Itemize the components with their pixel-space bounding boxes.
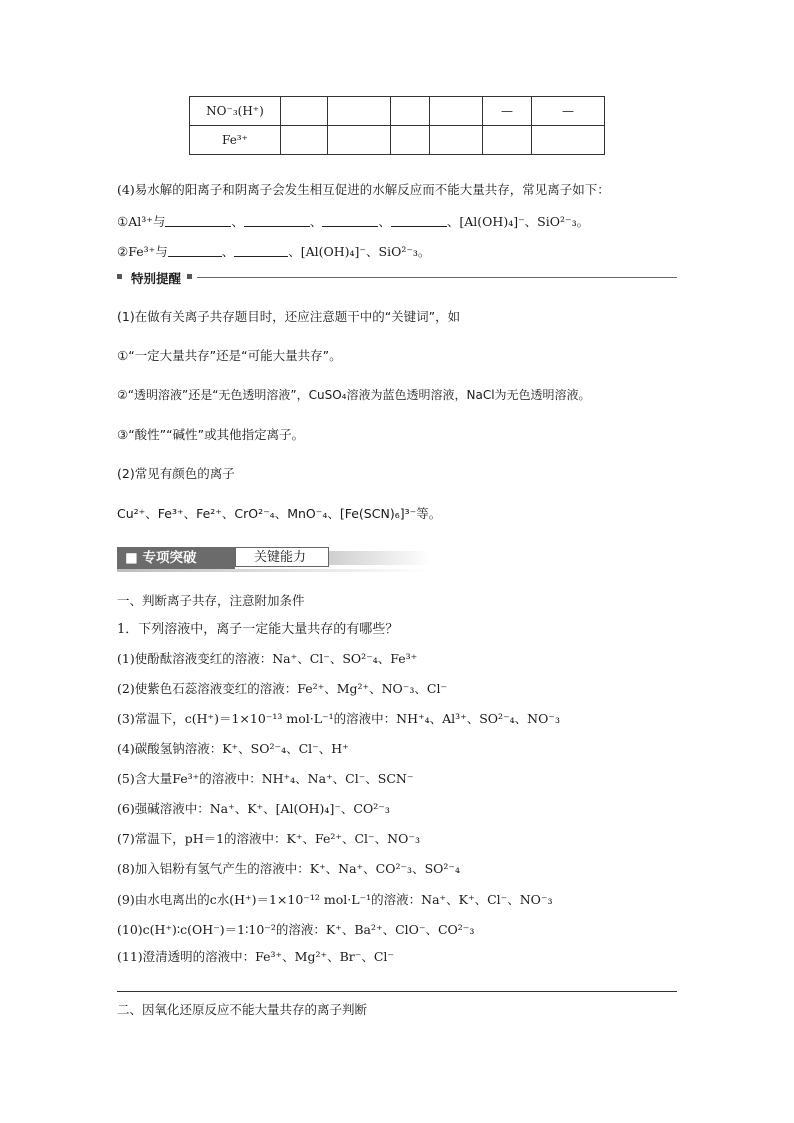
answer-blank xyxy=(234,244,288,257)
answer-blank xyxy=(168,244,222,257)
list-item: (4)碳酸氢钠溶液：K⁺、SO²⁻₄、Cl⁻、H⁺ xyxy=(117,741,349,756)
table-cell: — xyxy=(483,97,532,126)
table-row xyxy=(190,126,605,155)
question: 1．下列溶液中，离子一定能大量共存的有哪些？ xyxy=(117,622,399,637)
row-label: Fe³⁺ xyxy=(190,126,281,155)
tip-paragraph: (1)在做有关离子共存题目时，还应注意题干中的“关键词”，如 xyxy=(117,309,461,324)
square-icon xyxy=(187,274,192,279)
line1-prefix: ①Al³⁺与 xyxy=(117,214,166,229)
list-item: (3)常温下，c(H⁺)＝1×10⁻¹³ mol·L⁻¹的溶液中：NH⁺₄、Al³⁺、SO²⁻₄、NO⁻₃ xyxy=(117,711,560,726)
line1-suffix: 、[Al(OH)₄]⁻、SiO²⁻₃。 xyxy=(446,214,590,229)
banner-shadow xyxy=(117,569,431,572)
table-cell xyxy=(328,97,391,126)
part2-heading: 二、因氧化还原反应不能大量共存的离子判断 xyxy=(117,1002,368,1017)
section-title: ■ 专项突破 xyxy=(117,547,235,569)
section-banner xyxy=(117,547,431,571)
answer-blank xyxy=(322,214,378,227)
list-item: (6)强碱溶液中：Na⁺、K⁺、[Al(OH)₄]⁻、CO²⁻₃ xyxy=(117,801,390,816)
section-subtitle: 关键能力 xyxy=(235,547,329,567)
line2-suffix: 、[Al(OH)₄]⁻、SiO²⁻₃。 xyxy=(288,244,431,259)
tip-header xyxy=(117,271,677,285)
table-cell xyxy=(328,126,391,155)
tip-paragraph: Cu²⁺、Fe³⁺、Fe²⁺、CrO²⁻₄、MnO⁻₄、[Fe(SCN)₆]³⁻等。 xyxy=(117,506,442,521)
list-item: (7)常温下，pH＝1的溶液中：K⁺、Fe²⁺、Cl⁻、NO⁻₃ xyxy=(117,831,420,846)
line2-prefix: ②Fe³⁺与 xyxy=(117,244,168,259)
banner-fade xyxy=(329,551,431,565)
table-row xyxy=(190,97,605,126)
table-cell: — xyxy=(532,97,605,126)
item4-line2: ②Fe³⁺与 、 、[Al(OH)₄]⁻、SiO²⁻₃。 xyxy=(117,244,431,259)
tip-title: 特别提醒 xyxy=(131,271,182,286)
table-cell xyxy=(391,97,430,126)
tip-paragraph: ①“一定大量共存”还是“可能大量共存”。 xyxy=(117,348,342,363)
item4-line1: ①Al³⁺与 、 、 、 、[Al(OH)₄]⁻、SiO²⁻₃。 xyxy=(117,214,590,229)
square-icon xyxy=(117,274,122,279)
tip-paragraph: (2)常见有颜色的离子 xyxy=(117,466,235,481)
list-item: (2)使紫色石蕊溶液变红的溶液：Fe²⁺、Mg²⁺、NO⁻₃、Cl⁻ xyxy=(117,681,448,696)
answer-blank xyxy=(165,214,231,227)
row-label: NO⁻₃(H⁺) xyxy=(190,97,281,126)
table-cell xyxy=(281,126,328,155)
tip-paragraph: ②“透明溶液”还是“无色透明溶液”，CuSO₄溶液为蓝色透明溶液，NaCl为无色透明溶液。 xyxy=(117,388,591,402)
table-cell xyxy=(430,97,483,126)
table-cell xyxy=(430,126,483,155)
answer-blank xyxy=(244,214,310,227)
list-item: (10)c(H⁺)∶c(OH⁻)＝1∶10⁻²的溶液：K⁺、Ba²⁺、ClO⁻、CO²⁻₃ xyxy=(117,922,475,937)
answer-blank xyxy=(391,214,447,227)
part1-heading: 一、判断离子共存，注意附加条件 xyxy=(117,593,305,608)
table-cell xyxy=(532,126,605,155)
table-cell xyxy=(391,126,430,155)
divider xyxy=(197,277,677,278)
table-cell xyxy=(483,126,532,155)
list-item: (8)加入铝粉有氢气产生的溶液中：K⁺、Na⁺、CO²⁻₃、SO²⁻₄ xyxy=(117,861,460,876)
divider xyxy=(117,991,677,992)
list-item: (5)含大量Fe³⁺的溶液中：NH⁺₄、Na⁺、Cl⁻、SCN⁻ xyxy=(117,771,414,786)
list-item: (9)由水电离出的c水(H⁺)＝1×10⁻¹² mol·L⁻¹的溶液：Na⁺、K⁺、Cl⁻、NO⁻₃ xyxy=(117,892,553,907)
tip-paragraph: ③“酸性”“碱性”或其他指定离子。 xyxy=(117,427,305,442)
item4-intro: (4)易水解的阳离子和阴离子会发生相互促进的水解反应而不能大量共存，常见离子如下： xyxy=(117,182,610,197)
list-item: (1)使酚酞溶液变红的溶液：Na⁺、Cl⁻、SO²⁻₄、Fe³⁺ xyxy=(117,651,418,666)
list-item: (11)澄清透明的溶液中：Fe³⁺、Mg²⁺、Br⁻、Cl⁻ xyxy=(117,949,394,964)
ion-table xyxy=(189,96,605,155)
table-cell xyxy=(281,97,328,126)
